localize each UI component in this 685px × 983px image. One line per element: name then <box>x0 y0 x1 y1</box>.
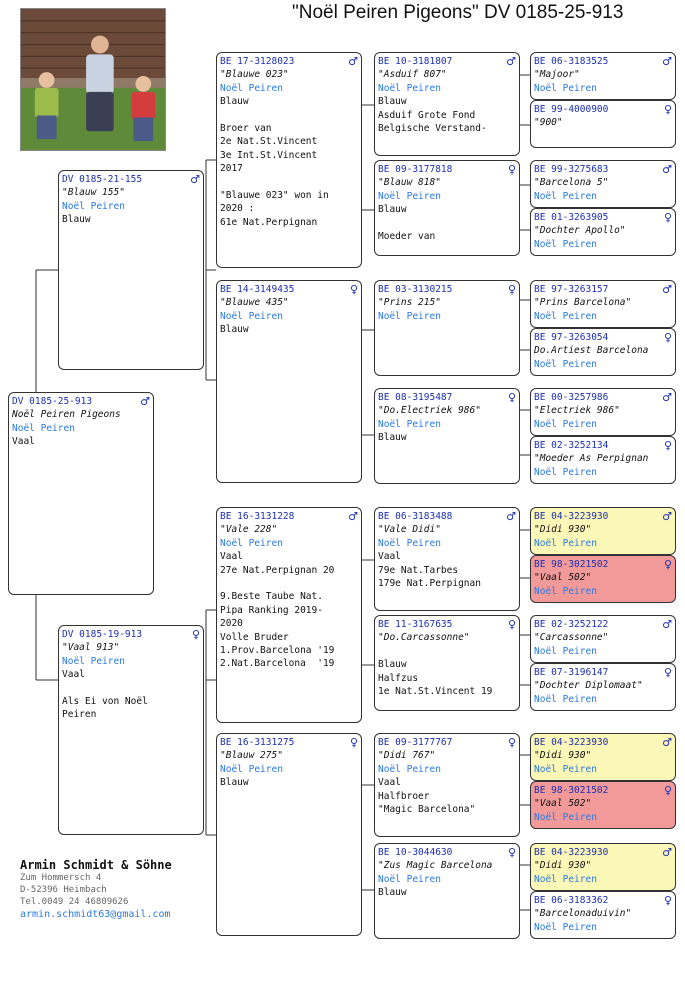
pedigree-card-p6 <box>216 733 362 936</box>
breeder-name: Noël Peiren <box>534 310 597 322</box>
pedigree-card-p4 <box>216 280 362 483</box>
pigeon-detail-line: Vaal <box>62 669 85 681</box>
breeder-name: Noël Peiren <box>220 310 283 322</box>
ring-number-text: BE 17-3128023 <box>220 56 295 67</box>
breeder-name: Noël Peiren <box>534 873 597 885</box>
pigeon-detail-line: Vaal <box>378 777 401 789</box>
breeder-name: Noël Peiren <box>534 82 597 94</box>
pigeon-detail-line: 1e Nat.St.Vincent 19 <box>378 686 493 698</box>
ring-number-text: BE 03-3130215 <box>378 284 453 295</box>
pigeon-detail-line <box>378 217 516 230</box>
pigeon-detail-line: 27e Nat.Perpignan 20 <box>220 564 335 576</box>
female-symbol-icon: ♀ <box>663 558 672 571</box>
male-symbol-icon: ♂ <box>662 55 672 68</box>
pigeon-name: "Moeder As Perpignan <box>534 453 649 465</box>
pigeon-detail-line: 2020 : <box>220 203 255 215</box>
female-symbol-icon: ♀ <box>507 391 516 404</box>
ring-number <box>378 283 516 296</box>
breeder-name: Noël Peiren <box>62 200 125 212</box>
pedigree-card-p10 <box>374 388 520 484</box>
ring-number-text: BE 02-3252122 <box>534 619 609 630</box>
pedigree-card-p3 <box>216 52 362 268</box>
ring-number <box>62 628 200 641</box>
ring-number-text: BE 98-3021502 <box>534 785 609 796</box>
pedigree-card-p15 <box>530 52 676 100</box>
female-symbol-icon: ♀ <box>663 894 672 907</box>
pigeon-detail-line: Blauw <box>378 204 407 216</box>
breeder-name: Noël Peiren <box>534 238 597 250</box>
ring-number-text: BE 02-3252134 <box>534 440 609 451</box>
ring-number <box>220 283 358 296</box>
breeder-name: Noël Peiren <box>534 693 597 705</box>
ring-number-text: BE 04-3223930 <box>534 511 609 522</box>
breeder-name: Noël Peiren <box>220 537 283 549</box>
pigeon-name: "Didi 930" <box>534 750 592 762</box>
pigeon-detail-line: Pipa Ranking 2019- <box>220 604 323 616</box>
ring-number <box>534 894 672 907</box>
pigeon-detail-line: Blauw <box>220 777 249 789</box>
breeder-name: Noël Peiren <box>534 537 597 549</box>
pigeon-name: "Vaal 502" <box>534 798 592 810</box>
breeder-name: Noël Peiren <box>534 418 597 430</box>
pedigree-card-p9 <box>374 280 520 376</box>
breeder-name: Noël Peiren <box>534 811 597 823</box>
pedigree-card-p26 <box>530 663 676 711</box>
pigeon-detail-line: 79e Nat.Tarbes <box>378 564 459 576</box>
pigeon-detail-line: 179e Nat.Perpignan <box>378 578 481 590</box>
ring-number <box>534 736 672 749</box>
pedigree-card-p18 <box>530 208 676 256</box>
ring-number-text: BE 11-3167635 <box>378 619 453 630</box>
pedigree-card-p14 <box>374 843 520 939</box>
pigeon-detail-line: Blauw <box>378 659 407 671</box>
pigeon-name: "Electriek 986" <box>534 405 620 417</box>
pigeon-detail-line: Moeder van <box>378 231 436 243</box>
ring-number <box>534 846 672 859</box>
male-symbol-icon: ♂ <box>662 510 672 523</box>
family-photo <box>20 8 166 151</box>
ring-number <box>378 55 516 68</box>
breeder-name: Noël Peiren <box>62 655 125 667</box>
ring-number <box>534 558 672 571</box>
male-symbol-icon: ♂ <box>662 283 672 296</box>
pedigree-card-p12 <box>374 615 520 711</box>
ring-number <box>534 618 672 631</box>
male-symbol-icon: ♂ <box>190 173 200 186</box>
female-symbol-icon: ♀ <box>349 283 358 296</box>
pigeon-detail-line <box>378 645 516 658</box>
pedigree-card-p1 <box>58 170 204 370</box>
male-symbol-icon: ♂ <box>662 618 672 631</box>
breeder-name: Noël Peiren <box>534 358 597 370</box>
pigeon-name: "Didi 767" <box>378 750 436 762</box>
pigeon-detail-line: 1.Prov.Barcelona '19 <box>220 645 335 657</box>
pigeon-name: "Barcelonaduivin" <box>534 908 632 920</box>
ring-number-text: BE 06-3183525 <box>534 56 609 67</box>
ring-number <box>220 736 358 749</box>
pigeon-detail-line: Broer van <box>220 123 272 135</box>
ring-number <box>378 391 516 404</box>
pigeon-detail-line: Blauw <box>62 214 91 226</box>
ring-number <box>534 439 672 452</box>
pigeon-detail-line: Vaal <box>378 551 401 563</box>
ring-number-text: BE 07-3196147 <box>534 667 609 678</box>
breeder-name: Noël Peiren <box>534 585 597 597</box>
pigeon-name: Noël Peiren Pigeons <box>12 409 121 421</box>
pedigree-card-p0 <box>8 392 154 595</box>
pedigree-card-p29 <box>530 843 676 891</box>
ring-number <box>534 103 672 116</box>
female-symbol-icon: ♀ <box>663 439 672 452</box>
ring-number-text: BE 16-3131275 <box>220 737 295 748</box>
pedigree-card-p21 <box>530 388 676 436</box>
ring-number <box>534 55 672 68</box>
pigeon-detail-line: 2017 <box>220 163 243 175</box>
pedigree-card-p16 <box>530 100 676 148</box>
pigeon-detail-line: Belgische Verstand- <box>378 123 487 135</box>
ring-number-text: BE 00-3257986 <box>534 392 609 403</box>
ring-number <box>378 163 516 176</box>
pigeon-name: "Didi 930" <box>534 860 592 872</box>
pedigree-card-p19 <box>530 280 676 328</box>
pigeon-detail-line: 2e Nat.St.Vincent <box>220 136 318 148</box>
breeder-name: Noël Peiren <box>534 190 597 202</box>
male-symbol-icon: ♂ <box>662 391 672 404</box>
family-photo-icon <box>21 9 165 150</box>
ring-number-text: BE 06-3183362 <box>534 895 609 906</box>
ring-number-text: BE 98-3021502 <box>534 559 609 570</box>
ring-number-text: BE 09-3177767 <box>378 737 453 748</box>
ring-number <box>534 211 672 224</box>
male-symbol-icon: ♂ <box>506 510 516 523</box>
pigeon-detail-line: Blauw <box>378 887 407 899</box>
male-symbol-icon: ♂ <box>506 55 516 68</box>
page-title: "Noël Peiren Pigeons" DV 0185-25-913 <box>292 2 624 23</box>
ring-number <box>534 784 672 797</box>
owner-name: Armin Schmidt & Söhne <box>20 858 172 872</box>
pigeon-detail-line: Halfbroer <box>378 790 430 802</box>
breeder-name: Noël Peiren <box>534 921 597 933</box>
pigeon-detail-line: Peiren <box>62 709 97 721</box>
pigeon-detail-line: 2020 <box>220 618 243 630</box>
male-symbol-icon: ♂ <box>140 395 150 408</box>
female-symbol-icon: ♀ <box>663 103 672 116</box>
female-symbol-icon: ♀ <box>507 283 516 296</box>
female-symbol-icon: ♀ <box>663 666 672 679</box>
pigeon-name: "Dochter Apollo" <box>534 225 626 237</box>
breeder-name: Noël Peiren <box>378 310 441 322</box>
ring-number <box>220 55 358 68</box>
pigeon-detail-line <box>220 109 358 122</box>
pigeon-detail-line: 2.Nat.Barcelona '19 <box>220 658 335 670</box>
ring-number <box>220 510 358 523</box>
ring-number-text: BE 99-4000900 <box>534 104 609 115</box>
pedigree-card-p22 <box>530 436 676 484</box>
ring-number-text: BE 08-3195487 <box>378 392 453 403</box>
pigeon-detail-line: 61e Nat.Perpignan <box>220 216 318 228</box>
female-symbol-icon: ♀ <box>663 331 672 344</box>
pigeon-name: "Majoor" <box>534 69 580 81</box>
pedigree-card-p20 <box>530 328 676 376</box>
ring-number-text: BE 10-3181807 <box>378 56 453 67</box>
pedigree-card-p23 <box>530 507 676 555</box>
ring-number <box>534 331 672 344</box>
pedigree-card-p27 <box>530 733 676 781</box>
pigeon-detail-line: "Magic Barcelona" <box>378 804 476 816</box>
pigeon-detail-line: Asduif Grote Fond <box>378 109 476 121</box>
pigeon-name: "Blauw 818" <box>378 177 441 189</box>
ring-number-text: BE 16-3131228 <box>220 511 295 522</box>
pedigree-card-p7 <box>374 52 520 156</box>
ring-number-text: BE 01-3263905 <box>534 212 609 223</box>
pigeon-detail-line: Volle Bruder <box>220 631 289 643</box>
ring-number <box>534 283 672 296</box>
pigeon-detail-line: "Blauwe 023" won in <box>220 190 329 202</box>
pedigree-card-p30 <box>530 891 676 939</box>
female-symbol-icon: ♀ <box>507 846 516 859</box>
breeder-name: Noël Peiren <box>220 82 283 94</box>
breeder-name: Noël Peiren <box>378 190 441 202</box>
ring-number-text: BE 04-3223930 <box>534 737 609 748</box>
pigeon-name: "Do.Electriek 986" <box>378 405 481 417</box>
male-symbol-icon: ♂ <box>662 736 672 749</box>
pigeon-name: "Vaal 913" <box>62 642 120 654</box>
female-symbol-icon: ♀ <box>663 784 672 797</box>
ring-number <box>534 666 672 679</box>
male-symbol-icon: ♂ <box>662 163 672 176</box>
ring-number <box>378 736 516 749</box>
ring-number <box>378 510 516 523</box>
ring-number <box>534 163 672 176</box>
female-symbol-icon: ♀ <box>349 736 358 749</box>
pigeon-detail-line: 3e Int.St.Vincent <box>220 149 318 161</box>
pigeon-name: "Blauw 155" <box>62 187 125 199</box>
pigeon-detail-line: Blauw <box>220 324 249 336</box>
ring-number-text: BE 99-3275683 <box>534 164 609 175</box>
ring-number <box>534 510 672 523</box>
pigeon-name: "Dochter Diplomaat" <box>534 680 643 692</box>
female-symbol-icon: ♀ <box>507 618 516 631</box>
pigeon-detail-line: Vaal <box>220 551 243 563</box>
male-symbol-icon: ♂ <box>348 55 358 68</box>
pedigree-card-p17 <box>530 160 676 208</box>
pigeon-detail-line: Blauw <box>220 96 249 108</box>
ring-number <box>12 395 150 408</box>
pigeon-name: "Vaal 502" <box>534 572 592 584</box>
ring-number <box>378 846 516 859</box>
female-symbol-icon: ♀ <box>191 628 200 641</box>
pigeon-detail-line: Vaal <box>12 436 35 448</box>
pedigree-card-p2 <box>58 625 204 835</box>
pigeon-name: "Didi 930" <box>534 524 592 536</box>
pedigree-card-p13 <box>374 733 520 837</box>
pigeon-detail-line <box>62 682 200 695</box>
breeder-name: Noël Peiren <box>378 82 441 94</box>
owner-city: D-52396 Heimbach <box>20 885 107 895</box>
breeder-name: Noël Peiren <box>534 645 597 657</box>
owner-email-link[interactable]: armin.schmidt63@gmail.com <box>20 909 171 920</box>
ring-number <box>534 391 672 404</box>
pigeon-detail-line <box>220 176 358 189</box>
breeder-name: Noël Peiren <box>12 422 75 434</box>
ring-number-text: BE 06-3183488 <box>378 511 453 522</box>
ring-number-text: BE 04-3223930 <box>534 847 609 858</box>
ring-number-text: BE 09-3177818 <box>378 164 453 175</box>
pigeon-name: "Do.Carcassonne" <box>378 632 470 644</box>
pigeon-name: "Blauwe 435" <box>220 297 289 309</box>
pigeon-detail-line <box>220 577 358 590</box>
pigeon-detail-line: Halfzus <box>378 672 419 684</box>
male-symbol-icon: ♂ <box>348 510 358 523</box>
male-symbol-icon: ♂ <box>662 846 672 859</box>
ring-number <box>62 173 200 186</box>
pedigree-card-p25 <box>530 615 676 663</box>
breeder-name: Noël Peiren <box>378 763 441 775</box>
breeder-name: Noël Peiren <box>534 763 597 775</box>
ring-number <box>378 618 516 631</box>
pigeon-detail-line: Als Ei von Noël <box>62 696 148 708</box>
pigeon-name: "Vale Didi" <box>378 524 441 536</box>
pigeon-name: "Barcelona 5" <box>534 177 609 189</box>
female-symbol-icon: ♀ <box>507 163 516 176</box>
pigeon-name: "Blauw 275" <box>220 750 283 762</box>
pedigree-card-p11 <box>374 507 520 611</box>
ring-number-text: BE 10-3044630 <box>378 847 453 858</box>
pedigree-card-p24 <box>530 555 676 603</box>
breeder-name: Noël Peiren <box>220 763 283 775</box>
breeder-name: Noël Peiren <box>534 466 597 478</box>
ring-number-text: BE 97-3263054 <box>534 332 609 343</box>
pigeon-name: "Blauwe 023" <box>220 69 289 81</box>
pigeon-name: Do.Artiest Barcelona <box>534 345 649 357</box>
pigeon-detail-line: 9.Beste Taube Nat. <box>220 591 323 603</box>
ring-number-text: BE 97-3263157 <box>534 284 609 295</box>
pigeon-detail-line: Blauw <box>378 432 407 444</box>
pigeon-name: "900" <box>534 117 563 129</box>
breeder-name: Noël Peiren <box>378 418 441 430</box>
pigeon-name: "Zus Magic Barcelona <box>378 860 493 872</box>
pigeon-name: "Vale 228" <box>220 524 278 536</box>
ring-number-text: DV 0185-19-913 <box>62 629 143 640</box>
ring-number-text: DV 0185-21-155 <box>62 174 143 185</box>
pigeon-name: "Asduif 807" <box>378 69 447 81</box>
pedigree-card-p5 <box>216 507 362 723</box>
owner-phone: Tel.0049 24 46809626 <box>20 897 129 907</box>
breeder-name: Noël Peiren <box>378 873 441 885</box>
pigeon-detail-line: Blauw <box>378 96 407 108</box>
ring-number-text: DV 0185-25-913 <box>12 396 93 407</box>
pigeon-name: "Prins 215" <box>378 297 441 309</box>
pigeon-name: "Carcassonne" <box>534 632 609 644</box>
owner-street: Zum Hommersch 4 <box>20 873 102 883</box>
ring-number-text: BE 14-3149435 <box>220 284 295 295</box>
female-symbol-icon: ♀ <box>507 736 516 749</box>
pigeon-name: "Prins Barcelona" <box>534 297 632 309</box>
pedigree-card-p8 <box>374 160 520 256</box>
female-symbol-icon: ♀ <box>663 211 672 224</box>
owner-contact-block <box>20 858 220 921</box>
breeder-name: Noël Peiren <box>378 537 441 549</box>
pedigree-card-p28 <box>530 781 676 829</box>
